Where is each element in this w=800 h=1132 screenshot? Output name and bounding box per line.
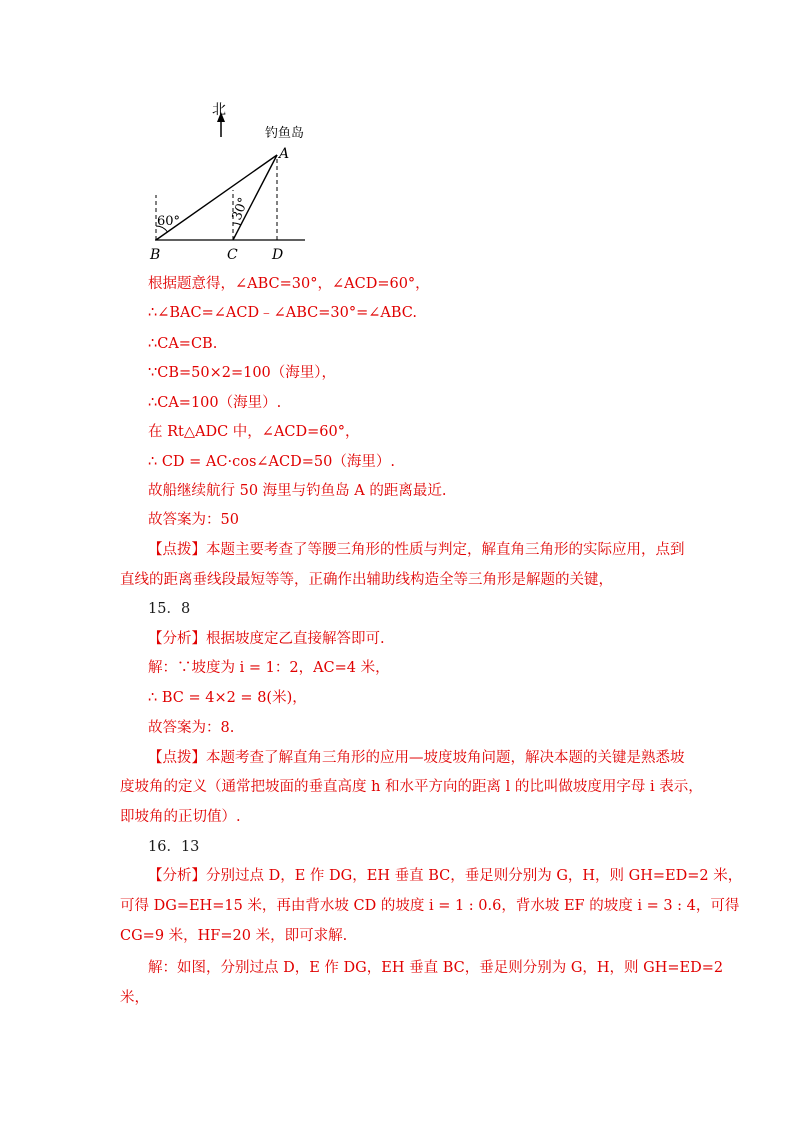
- point-b-label: B: [150, 247, 161, 263]
- answer-line-14: 故答案为：50: [148, 512, 239, 528]
- solution-line-15b: ∴ BC = 4×2 = 8(米)，: [148, 690, 307, 706]
- analysis-line-16b: 可得 DG=EH=15 米，再由背水坡 CD 的坡度 i = 1 : 0.6，背水坡 EF 的坡度 i = 3 : 4，可得: [120, 898, 740, 914]
- solution-line-8: 故船继续航行 50 海里与钓鱼岛 A 的距离最近.: [148, 483, 447, 499]
- analysis-line-16a: 【分析】分别过点 D，E 作 DG，EH 垂直 BC，垂足则分别为 G，H，则 GH=ED=2 米，: [148, 868, 743, 884]
- solution-line-6: 在 Rt△ADC 中，∠ACD=60°，: [148, 424, 360, 440]
- solution-line-15a: 解：∵坡度为 i = 1：2，AC=4 米，: [148, 660, 390, 676]
- comment-line-15a: 【点拨】本题考查了解直角三角形的应用—坡度坡角问题，解决本题的关键是熟悉坡: [148, 750, 685, 766]
- comment-line-14a: 【点拨】本题主要考查了等腰三角形的性质与判定，解直角三角形的实际应用，点到: [148, 542, 685, 558]
- angle-c-label: 30°: [229, 195, 252, 223]
- answer-line-15: 故答案为：8.: [148, 720, 235, 736]
- solution-line-7: ∴ CD = AC·cos∠ACD=50（海里）.: [148, 454, 395, 470]
- north-label: 北: [212, 102, 226, 118]
- question-15-number: 15．8: [148, 601, 191, 617]
- solution-line-3: ∴CA=CB.: [148, 336, 218, 352]
- analysis-line-15: 【分析】根据坡度定乙直接解答即可.: [148, 631, 385, 647]
- point-d-label: D: [272, 247, 284, 263]
- comment-line-15b: 度坡角的定义（通常把坡面的垂直高度 h 和水平方向的距离 l 的比叫做坡度用字母 i 表示，: [120, 779, 703, 795]
- analysis-line-16c: CG=9 米，HF=20 米，即可求解.: [120, 928, 348, 944]
- solution-line-1: 根据题意得，∠ABC=30°，∠ACD=60°，: [148, 276, 430, 292]
- question-16-number: 16．13: [148, 839, 200, 855]
- geometry-diagram: [140, 95, 320, 265]
- solution-line-2: ∴∠BAC=∠ACD﹣∠ABC=30°=∠ABC.: [148, 305, 417, 321]
- angle-arc-c: [233, 223, 241, 225]
- island-label: 钓鱼岛: [265, 126, 305, 141]
- point-c-label: C: [227, 247, 238, 263]
- point-a-label: A: [279, 146, 290, 162]
- solution-line-16a: 解：如图，分别过点 D，E 作 DG，EH 垂直 BC，垂足则分别为 G，H，则 GH=ED=2: [148, 960, 724, 976]
- angle-b-label: 60°: [157, 214, 181, 229]
- solution-line-5: ∴CA=100（海里）.: [148, 395, 282, 411]
- solution-line-16b: 米，: [120, 990, 149, 1006]
- geometry-figure: [140, 95, 320, 265]
- solution-line-4: ∵CB=50×2=100（海里），: [148, 365, 337, 381]
- comment-line-15c: 即坡角的正切值）.: [120, 809, 241, 825]
- comment-line-14b: 直线的距离垂线段最短等等，正确作出辅助线构造全等三角形是解题的关键，: [120, 572, 613, 588]
